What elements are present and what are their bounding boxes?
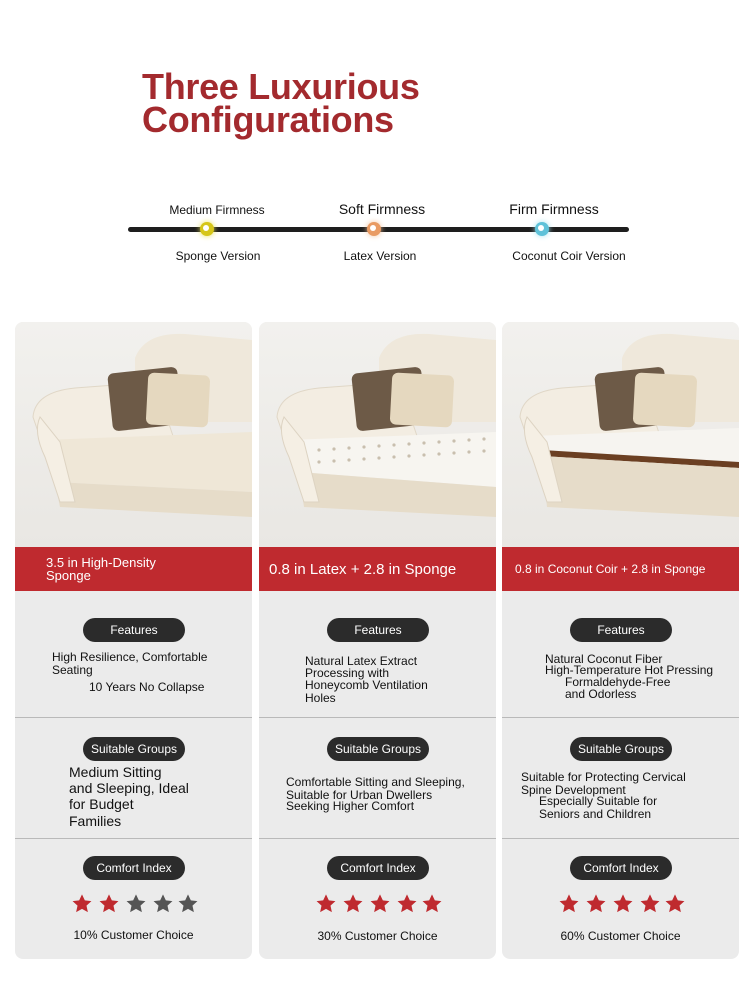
feature-line: High-Temperature Hot Pressing [545,663,714,677]
groups-pill: Suitable Groups [83,737,185,761]
groups-pill: Suitable Groups [327,737,429,761]
sofa-photo-coir [502,322,739,547]
group-line: Families [69,813,122,829]
comfort-pill: Comfort Index [83,856,185,880]
config-banner [502,547,739,591]
feature-line: Holes [305,691,336,705]
features-pill: Features [83,618,185,642]
star-icon [369,893,391,915]
group-line: Especially Suitable for [539,794,658,808]
config-banner-text: 0.8 in Coconut Coir + 2.8 in Sponge [515,562,706,576]
star-icon [558,893,580,915]
group-line: Spine Development [521,783,626,797]
feature-line: Formaldehyde-Free [565,675,671,689]
feature-line: 10 Years No Collapse [89,680,205,694]
sofa-photo-latex [259,322,496,547]
group-line: for Budget [69,796,134,812]
scale-label-soft: Soft Firmness [338,201,426,217]
config-card-latex [259,322,496,959]
title-line-2: Configurations [142,99,394,140]
feature-line: Natural Coconut Fiber [545,652,663,666]
scale-sub-latex: Latex Version [343,249,417,263]
config-banner-text: 0.8 in Latex + 2.8 in Sponge [269,560,457,578]
star-icon [177,893,199,915]
sofa-photo-sponge [15,322,252,547]
scale-sub-coir: Coconut Coir Version [512,249,626,263]
feature-line: Natural Latex Extract [305,654,418,668]
star-icon [315,893,337,915]
section-divider [502,838,739,839]
star-icon [639,893,661,915]
groups-pill: Suitable Groups [570,737,672,761]
config-banner [15,547,252,591]
star-icon [152,893,174,915]
comfort-pill: Comfort Index [327,856,429,880]
section-divider [15,717,252,718]
star-icon [342,893,364,915]
star-icon [98,893,120,915]
config-card-sponge [15,322,252,959]
feature-line: and Odorless [565,687,637,701]
config-banner [259,547,496,591]
group-line: and Sleeping, Ideal [69,780,189,796]
star-icon [396,893,418,915]
scale-label-firm: Firm Firmness [509,201,599,217]
group-line: Seeking Higher Comfort [286,799,415,813]
sofa-illustration [502,322,739,547]
config-banner-text: 3.5 in High-Density Sponge [46,555,156,583]
section-divider [15,838,252,839]
comfort-pill: Comfort Index [570,856,672,880]
section-divider [259,838,496,839]
feature-line: Seating [52,663,93,677]
customer-choice: 30% Customer Choice [317,929,438,943]
sofa-illustration [15,322,252,547]
star-icon [664,893,686,915]
feature-line: Processing with [305,666,390,680]
group-line: Suitable for Protecting Cervical [521,770,686,784]
star-icon [71,893,93,915]
group-line: Suitable for Urban Dwellers [286,788,433,802]
sponge-firmness-marker [200,222,214,236]
star-icon [585,893,607,915]
feature-line: Honeycomb Ventilation [305,678,428,692]
section-divider [502,717,739,718]
page-title [142,66,542,140]
feature-line: High Resilience, Comfortable [52,650,208,664]
latex-firmness-marker [367,222,381,236]
coir-firmness-marker [535,222,549,236]
group-line: Seniors and Children [539,807,652,821]
customer-choice: 10% Customer Choice [73,928,194,942]
group-line: Comfortable Sitting and Sleeping, [286,775,465,789]
sofa-illustration [259,322,496,547]
customer-choice: 60% Customer Choice [560,929,681,943]
features-pill: Features [327,618,429,642]
config-card-coir [502,322,739,959]
star-icon [125,893,147,915]
group-line: Medium Sitting [69,764,162,780]
scale-sub-sponge: Sponge Version [175,249,261,263]
star-icon [612,893,634,915]
title-line-1: Three Luxurious [142,66,420,107]
features-pill: Features [570,618,672,642]
scale-label-medium: Medium Firmness [169,203,265,217]
section-divider [259,717,496,718]
star-icon [421,893,443,915]
